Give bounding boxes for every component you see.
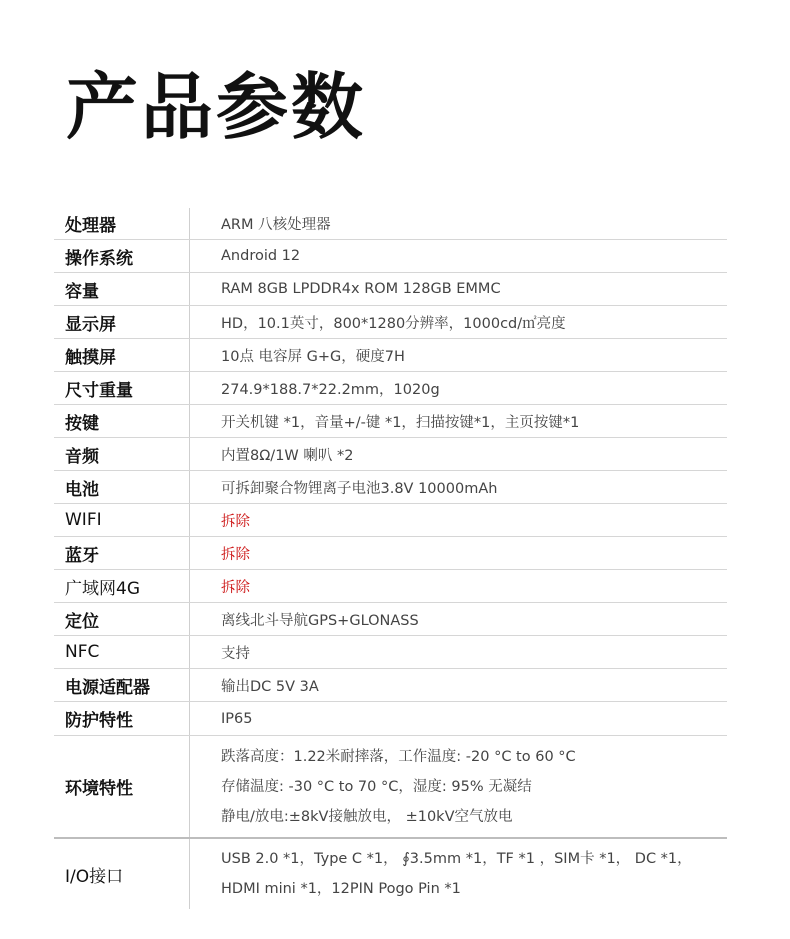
spec-value: IP65 — [221, 710, 253, 727]
spec-row-wifi — [54, 504, 727, 537]
spec-value-line: USB 2.0 *1，Type C *1， ∮3.5mm *1，TF *1 ，SIM卡 *1， DC *1， — [221, 851, 692, 867]
spec-label: 容量 — [54, 273, 190, 305]
spec-row-processor — [54, 208, 727, 240]
spec-value: RAM 8GB LPDDR4x ROM 128GB EMMC — [221, 281, 501, 297]
spec-row-wan-4g — [54, 570, 727, 603]
spec-value: 开关机键 *1，音量+/-键 *1，扫描按键*1，主页按键*1 — [221, 414, 580, 431]
spec-value: HD，10.1英寸，800*1280分辨率，1000cd/㎡亮度 — [221, 315, 566, 332]
spec-row-bluetooth — [54, 537, 727, 570]
spec-label: 显示屏 — [54, 306, 190, 338]
spec-row-storage — [54, 273, 727, 306]
spec-label: 定位 — [54, 603, 190, 635]
page-title: 产品参数 — [66, 65, 367, 149]
spec-label: WIFI — [54, 504, 190, 536]
spec-value: 10点 电容屏 G+G，硬度7H — [221, 348, 405, 365]
spec-row-positioning — [54, 603, 727, 636]
spec-row-buttons — [54, 405, 727, 438]
spec-row-touchscreen — [54, 339, 727, 372]
spec-label: NFC — [54, 636, 190, 668]
spec-value-line: 静电/放电:±8kV接触放电， ±10kV空气放电 — [221, 808, 513, 825]
spec-value: 输出DC 5V 3A — [221, 678, 319, 695]
spec-value-removed: 拆除 — [221, 513, 250, 530]
spec-row-size-weight — [54, 372, 727, 405]
spec-value: Android 12 — [221, 248, 301, 264]
spec-value-removed: 拆除 — [221, 546, 250, 563]
spec-label: 处理器 — [54, 208, 190, 239]
spec-label: 蓝牙 — [54, 537, 190, 569]
spec-row-nfc — [54, 636, 727, 669]
spec-value: 274.9*188.7*22.2mm，1020g — [221, 381, 440, 398]
spec-row-protection — [54, 702, 727, 736]
spec-row-audio — [54, 438, 727, 471]
spec-label: 电池 — [54, 471, 190, 503]
spec-row-power-adapter — [54, 669, 727, 702]
spec-label: 触摸屏 — [54, 339, 190, 371]
spec-value: ARM 八核处理器 — [221, 217, 331, 233]
spec-row-io — [54, 839, 727, 909]
spec-value-multiline — [190, 736, 727, 837]
spec-label: 尺寸重量 — [54, 372, 190, 404]
spec-label: I/O接口 — [54, 839, 190, 909]
spec-value-removed: 拆除 — [221, 579, 250, 596]
spec-value: 支持 — [221, 645, 250, 662]
spec-label: 操作系统 — [54, 240, 190, 272]
spec-row-environment — [54, 736, 727, 839]
spec-label: 音频 — [54, 438, 190, 470]
spec-label: 广域网4G — [54, 570, 190, 602]
spec-value-line: 存储温度: -30 °C to 70 °C，湿度: 95% 无凝结 — [221, 778, 532, 795]
spec-value-multiline — [190, 839, 727, 909]
spec-label: 按键 — [54, 405, 190, 437]
spec-label: 电源适配器 — [54, 669, 190, 701]
spec-label: 环境特性 — [54, 736, 190, 837]
spec-value-line: 跌落高度：1.22米耐摔落，工作温度: -20 °C to 60 °C — [221, 748, 576, 765]
spec-value-line: HDMI mini *1，12PIN Pogo Pin *1 — [221, 881, 461, 897]
spec-row-os — [54, 240, 727, 273]
spec-value: 内置8Ω/1W 喇叭 *2 — [221, 447, 354, 464]
spec-row-display — [54, 306, 727, 339]
spec-label: 防护特性 — [54, 702, 190, 735]
spec-value: 可拆卸聚合物锂离子电池3.8V 10000mAh — [221, 480, 498, 497]
spec-value: 离线北斗导航GPS+GLONASS — [221, 612, 419, 629]
spec-row-battery — [54, 471, 727, 504]
spec-table — [54, 208, 727, 909]
